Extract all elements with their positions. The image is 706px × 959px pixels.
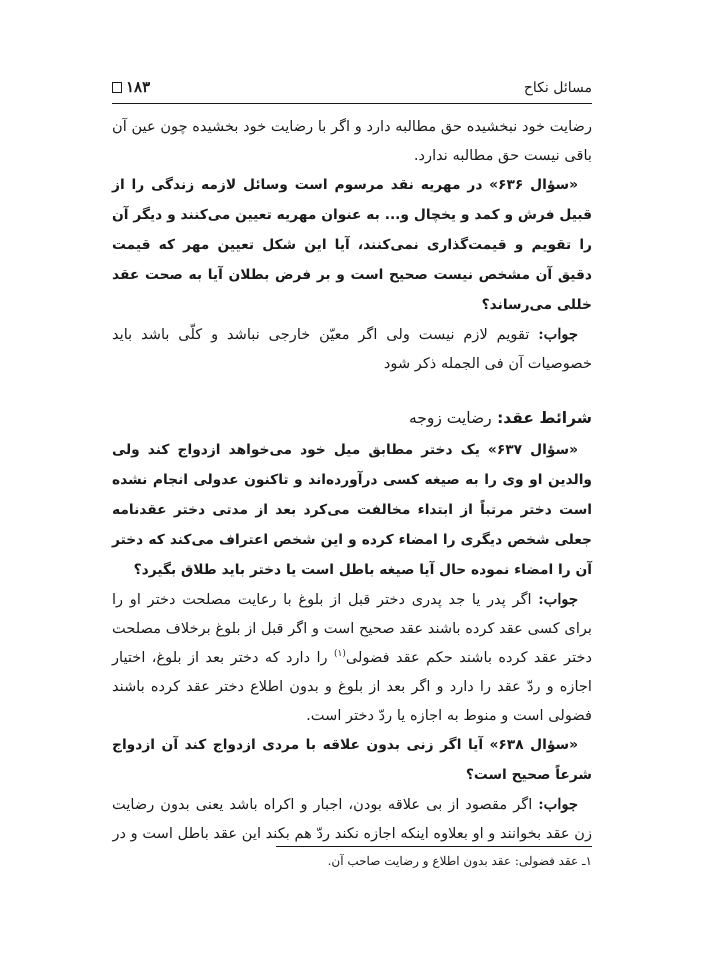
footnote-rule [276, 846, 592, 847]
section-title: شرائط عقد: [497, 409, 592, 427]
main-text [112, 112, 592, 848]
question-637-label: «سؤال ۶۳۷» [487, 442, 579, 458]
header-title: مسائل نکاح [523, 80, 592, 96]
answer-638-text: اگر مقصود از بی علاقه بودن، اجبار و اکراه باشد یعنی بدون رضایت زن عقد بخوانند و او بعلاوه اینکه اجازه نکند ردّ هم بکند این عقد باطل است و در [112, 796, 592, 842]
answer-636-text: تقویم لازم نیست ولی اگر معیّن خارجی نباشد و کلّی باشد باید خصوصیات آن فی الجمله ذکر شود [112, 326, 592, 372]
page-number [112, 78, 150, 96]
question-638-label: «سؤال ۶۳۸» [489, 737, 579, 753]
page-box-icon [112, 82, 122, 93]
footnote-reference[interactable]: (۱) [333, 649, 346, 660]
question-636 [112, 170, 592, 320]
paragraph-continuation: رضایت خود نبخشیده حق مطالبه دارد و اگر با رضایت خود بخشیده چون عین آن باقی نیست حق مطالبه ندارد. [112, 118, 592, 164]
answer-637-text-2: را دارد که دختر بعد از بلوغ، اختیار اجازه و ردّ عقد را دارد و اگر بعد از بلوغ و بدون اطلاع دختر عقد کرده باشند فضولی است و منوط به اجازه یا ردّ دختر است. [112, 649, 592, 724]
question-637 [112, 435, 592, 585]
question-638 [112, 730, 592, 790]
section-heading [112, 404, 592, 433]
answer-637 [112, 585, 592, 730]
question-636-label: «سؤال ۶۳۶» [489, 177, 578, 193]
answer-638-label: جواب: [538, 796, 579, 813]
footnote: ۱ـ عقد فضولی: عقد بدون اطلاع و رضایت صاحب آن. [327, 854, 592, 868]
page-number-value: ۱۸۳ [126, 78, 151, 96]
running-header [112, 78, 592, 100]
question-637-text: یک دختر مطابق میل خود می‌خواهد ازدواج کند ولی والدین او وی را به صیغه کسی درآورده‌اند و تاکنون عدولی انجام نشده است دختر مرتباً از ابتداء مخالفت می‌کرد بعد از مدتی دختر عقدنامه جعلی شخص دیگری را امضاء کرده و این شخص اعتراف می‌کند که دختر آن را امضاء نموده حال آیا صیغه باطل است یا دختر باید طلاق بگیرد؟ [112, 442, 592, 578]
answer-636-label: جواب: [538, 326, 578, 343]
section-subtitle: رضایت زوجه [408, 409, 492, 427]
answer-636 [112, 320, 592, 378]
question-638-text: آیا اگر زنی بدون علاقه با مردی ازدواج کند آن ازدواج شرعاً صحیح است؟ [112, 737, 592, 783]
question-636-text: در مهریه نقد مرسوم است وسائل لازمه زندگی را از قبیل فرش و کمد و یخچال و... به عنوان مهریه تعیین می‌کنند و دیگر آن را تقویم و قیمت‌گذاری نمی‌کنند، آیا این شکل تعیین مهر که قیمت دقیق آن مشخص نیست صحیح است و بر فرض بطلان آیا به صحت عقد خللی می‌رساند؟ [112, 177, 592, 313]
answer-637-label: جواب: [538, 591, 578, 608]
header-rule [112, 103, 592, 104]
answer-637-text-1: اگر پدر یا جد پدری دختر قبل از بلوغ با رعایت مصلحت دختر او را برای کسی عقد کرده باشند عقد صحیح است و اگر قبل از بلوغ برخلاف مصلحت دختر عقد کرده باشند حکم عقد فضولی [112, 591, 592, 666]
answer-638 [112, 790, 592, 848]
